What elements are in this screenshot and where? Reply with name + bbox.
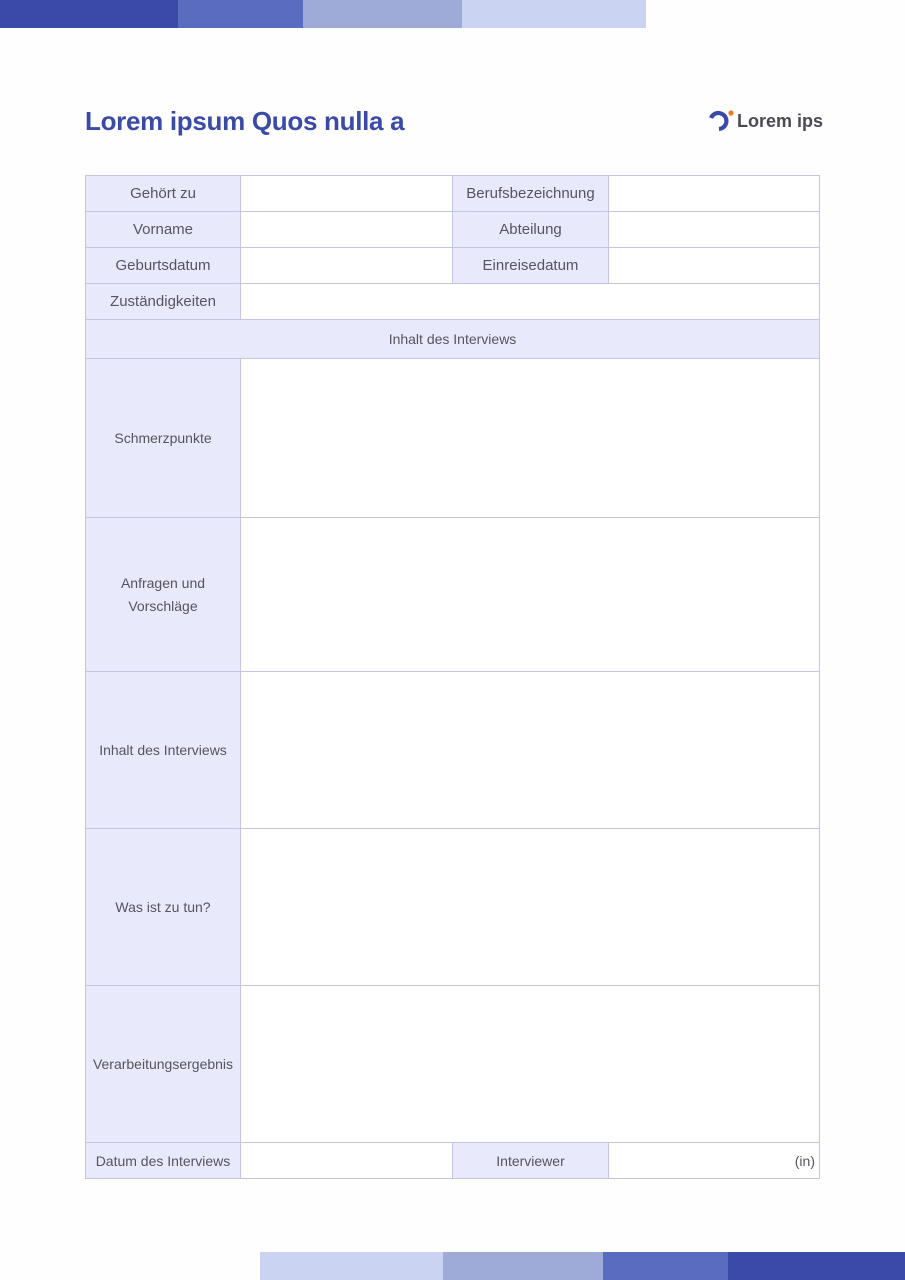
- color-stripe: [260, 1252, 443, 1280]
- first-name-label: Vorname: [86, 212, 241, 247]
- birthdate-label: Geburtsdatum: [86, 248, 241, 283]
- belongs-to-field[interactable]: [241, 176, 453, 211]
- responsibilities-field[interactable]: [241, 284, 819, 319]
- top-color-bar: [0, 0, 646, 28]
- section-heading-row: [86, 320, 819, 359]
- form-row: [86, 986, 819, 1143]
- entry-date-label: Einreisedatum: [453, 248, 609, 283]
- section-heading: Inhalt des Interviews: [86, 320, 819, 358]
- form-row: [86, 672, 819, 829]
- department-field[interactable]: [609, 212, 819, 247]
- requests-field[interactable]: [241, 518, 819, 671]
- color-stripe: [178, 0, 303, 28]
- form-row: [86, 212, 819, 248]
- department-label: Abteilung: [453, 212, 609, 247]
- interview-date-label: Datum des Interviews: [86, 1143, 241, 1178]
- form-row: [86, 829, 819, 986]
- interview-content-field[interactable]: [241, 672, 819, 828]
- birthdate-field[interactable]: [241, 248, 453, 283]
- requests-label: Anfragen und Vorschläge: [86, 518, 241, 671]
- interview-form: [85, 175, 820, 1179]
- first-name-field[interactable]: [241, 212, 453, 247]
- logo-text: Lorem ips: [737, 110, 824, 131]
- result-field[interactable]: [241, 986, 819, 1142]
- belongs-to-label: Gehört zu: [86, 176, 241, 211]
- todo-field[interactable]: [241, 829, 819, 985]
- job-title-label: Berufsbezeichnung: [453, 176, 609, 211]
- page-title: Lorem ipsum Quos nulla a: [85, 106, 405, 136]
- entry-date-field[interactable]: [609, 248, 819, 283]
- color-stripe: [303, 0, 462, 28]
- responsibilities-label: Zuständigkeiten: [86, 284, 241, 319]
- interviewer-label: Interviewer: [453, 1143, 609, 1178]
- color-stripe: [443, 1252, 603, 1280]
- logo-icon: [708, 109, 736, 133]
- form-row: [86, 518, 819, 672]
- color-stripe: [728, 1252, 905, 1280]
- result-label: Verarbeitungsergebnis: [86, 986, 241, 1142]
- form-row: [86, 248, 819, 284]
- job-title-field[interactable]: [609, 176, 819, 211]
- interviewer-field[interactable]: [609, 1143, 819, 1178]
- interviewer-suffix: (in): [794, 1152, 815, 1169]
- form-row: [86, 1143, 819, 1178]
- interview-content-label: Inhalt des Interviews: [86, 672, 241, 828]
- bottom-color-bar: [260, 1252, 905, 1280]
- color-stripe: [462, 0, 646, 28]
- color-stripe: [603, 1252, 728, 1280]
- interview-date-field[interactable]: [241, 1143, 453, 1178]
- pain-points-field[interactable]: [241, 359, 819, 517]
- form-row: [86, 176, 819, 212]
- color-stripe: [0, 0, 178, 28]
- form-row: [86, 284, 819, 320]
- form-row: [86, 359, 819, 518]
- todo-label: Was ist zu tun?: [86, 829, 241, 985]
- logo: [708, 109, 823, 133]
- pain-points-label: Schmerzpunkte: [86, 359, 241, 517]
